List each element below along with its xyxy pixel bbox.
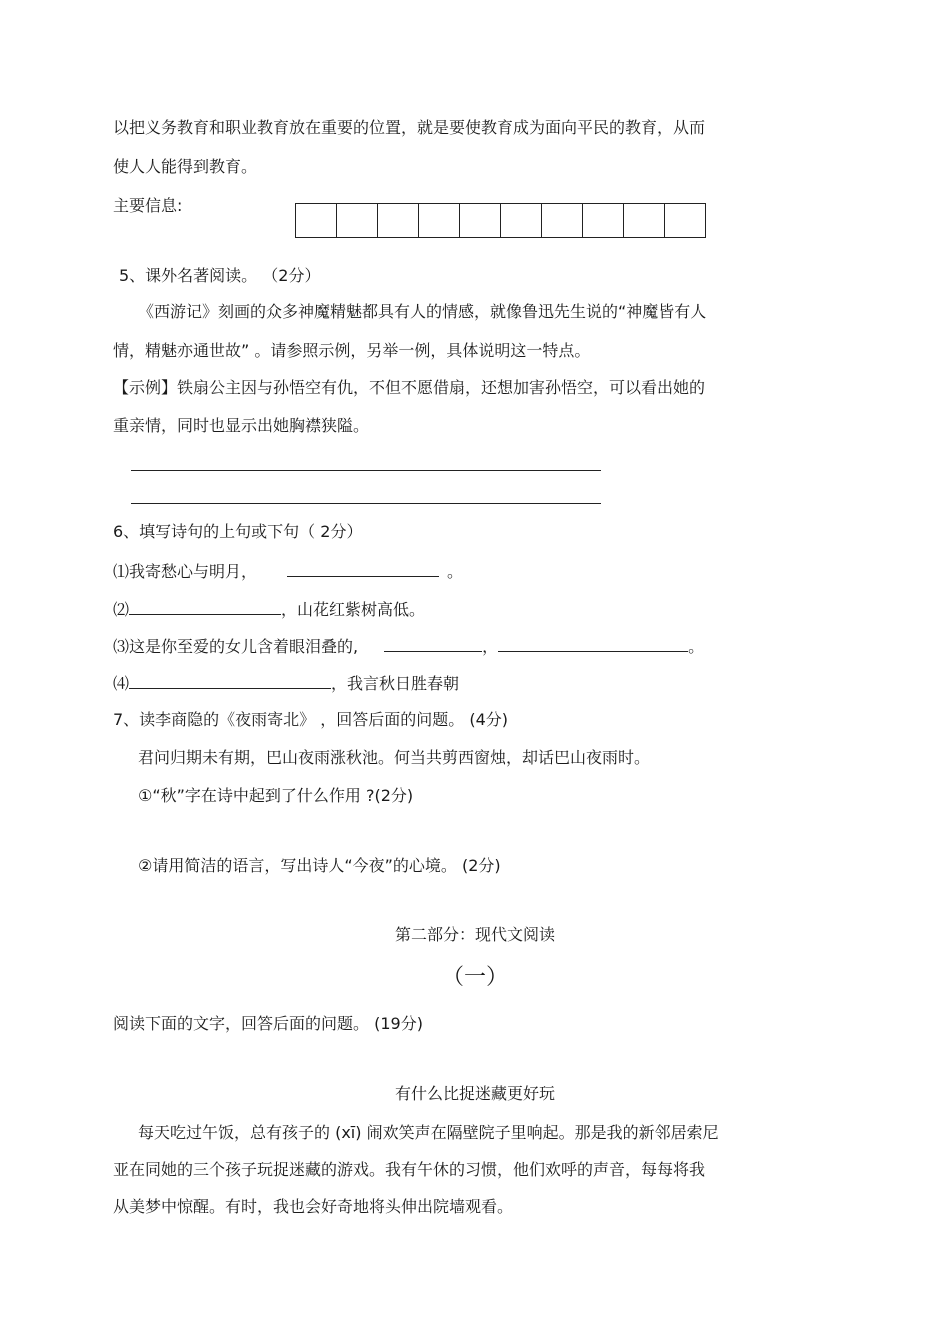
question-5-text: 《西游记》刻画的众多神魔精魅都具有人的情感，就像鲁迅先生说的“神魔皆有人: [138, 302, 707, 321]
answer-blank[interactable]: [129, 596, 281, 615]
poem-item-text: ⑷: [113, 674, 130, 693]
answer-cell[interactable]: [501, 204, 542, 237]
poem-text: 君问归期未有期，巴山夜雨涨秋池。何当共剪西窗烛，却话巴山夜雨时。: [138, 748, 651, 767]
poem-item-text: 。: [447, 562, 464, 581]
main-info-label: 主要信息:: [113, 196, 183, 215]
question-5-text: 情，精魅亦通世故” 。请参照示例，另举一例，具体说明这一特点。: [113, 341, 591, 360]
question-7-title: 7、读李商隐的《夜雨寄北》 ，回答后面的问题。 (4分): [113, 710, 509, 729]
article-paragraph-line: 每天吃过午饭，总有孩子的 (xī) 闹欢笑声在隔壁院子里响起。那是我的新邻居索尼: [138, 1123, 719, 1142]
answer-cell[interactable]: [296, 204, 337, 237]
article-paragraph-line: 亚在同她的三个孩子玩捉迷藏的游戏。我有午休的习惯，他们欢呼的声音，每每将我: [113, 1160, 706, 1179]
question-5-example: 重亲情，同时也显示出她胸襟狭隘。: [113, 416, 370, 435]
answer-line[interactable]: [131, 503, 601, 504]
answer-grid: [295, 203, 706, 238]
sub-question-1: ①“秋”字在诗中起到了什么作用 ?(2分): [138, 786, 414, 805]
answer-blank[interactable]: [498, 633, 688, 652]
poem-item-text: ⑵: [113, 600, 130, 619]
poem-item-3: [113, 633, 704, 658]
answer-line[interactable]: [131, 470, 601, 471]
poem-item-text: 。: [688, 637, 705, 656]
sub-question-2: ②请用简洁的语言，写出诗人“今夜”的心境。 (2分): [138, 856, 501, 875]
answer-cell[interactable]: [665, 204, 705, 237]
answer-cell[interactable]: [460, 204, 501, 237]
answer-cell[interactable]: [542, 204, 583, 237]
poem-item-text: ，山花红紫树高低。: [281, 600, 426, 619]
article-paragraph-line: 从美梦中惊醒。有时，我也会好奇地将头伸出院墙观看。: [113, 1197, 514, 1216]
answer-cell[interactable]: [419, 204, 460, 237]
answer-cell[interactable]: [624, 204, 665, 237]
poem-item-1: [113, 558, 463, 583]
poem-item-2: [113, 596, 425, 621]
answer-cell[interactable]: [337, 204, 378, 237]
part-heading: 第二部分：现代文阅读: [394, 925, 555, 944]
question-5-example: 【示例】铁扇公主因与孙悟空有仇，不但不愿借扇，还想加害孙悟空，可以看出她的: [113, 378, 706, 397]
poem-item-text: ，: [482, 637, 499, 656]
section-heading: （一）: [441, 965, 508, 990]
poem-item-text: ⑴我寄愁心与明月，: [113, 562, 258, 581]
answer-blank[interactable]: [287, 558, 439, 577]
question-6-title: 6、填写诗句的上句或下句（ 2分）: [113, 522, 363, 541]
article-title: 有什么比捉迷藏更好玩: [394, 1084, 555, 1103]
reading-instruction: 阅读下面的文字，回答后面的问题。 (19分): [113, 1014, 423, 1033]
poem-item-text: ，我言秋日胜春朝: [331, 674, 460, 693]
poem-item-text: ⑶这是你至爱的女儿含着眼泪叠的,: [113, 637, 359, 656]
paragraph-line: 使人人能得到教育。: [113, 157, 258, 176]
poem-item-4: [113, 670, 459, 695]
paragraph-line: 以把义务教育和职业教育放在重要的位置，就是要使教育成为面向平民的教育，从而: [113, 118, 706, 137]
answer-blank[interactable]: [129, 670, 331, 689]
answer-blank[interactable]: [384, 633, 482, 652]
answer-cell[interactable]: [583, 204, 624, 237]
answer-cell[interactable]: [378, 204, 419, 237]
question-5-title: 5、课外名著阅读。 （2分）: [119, 266, 321, 285]
